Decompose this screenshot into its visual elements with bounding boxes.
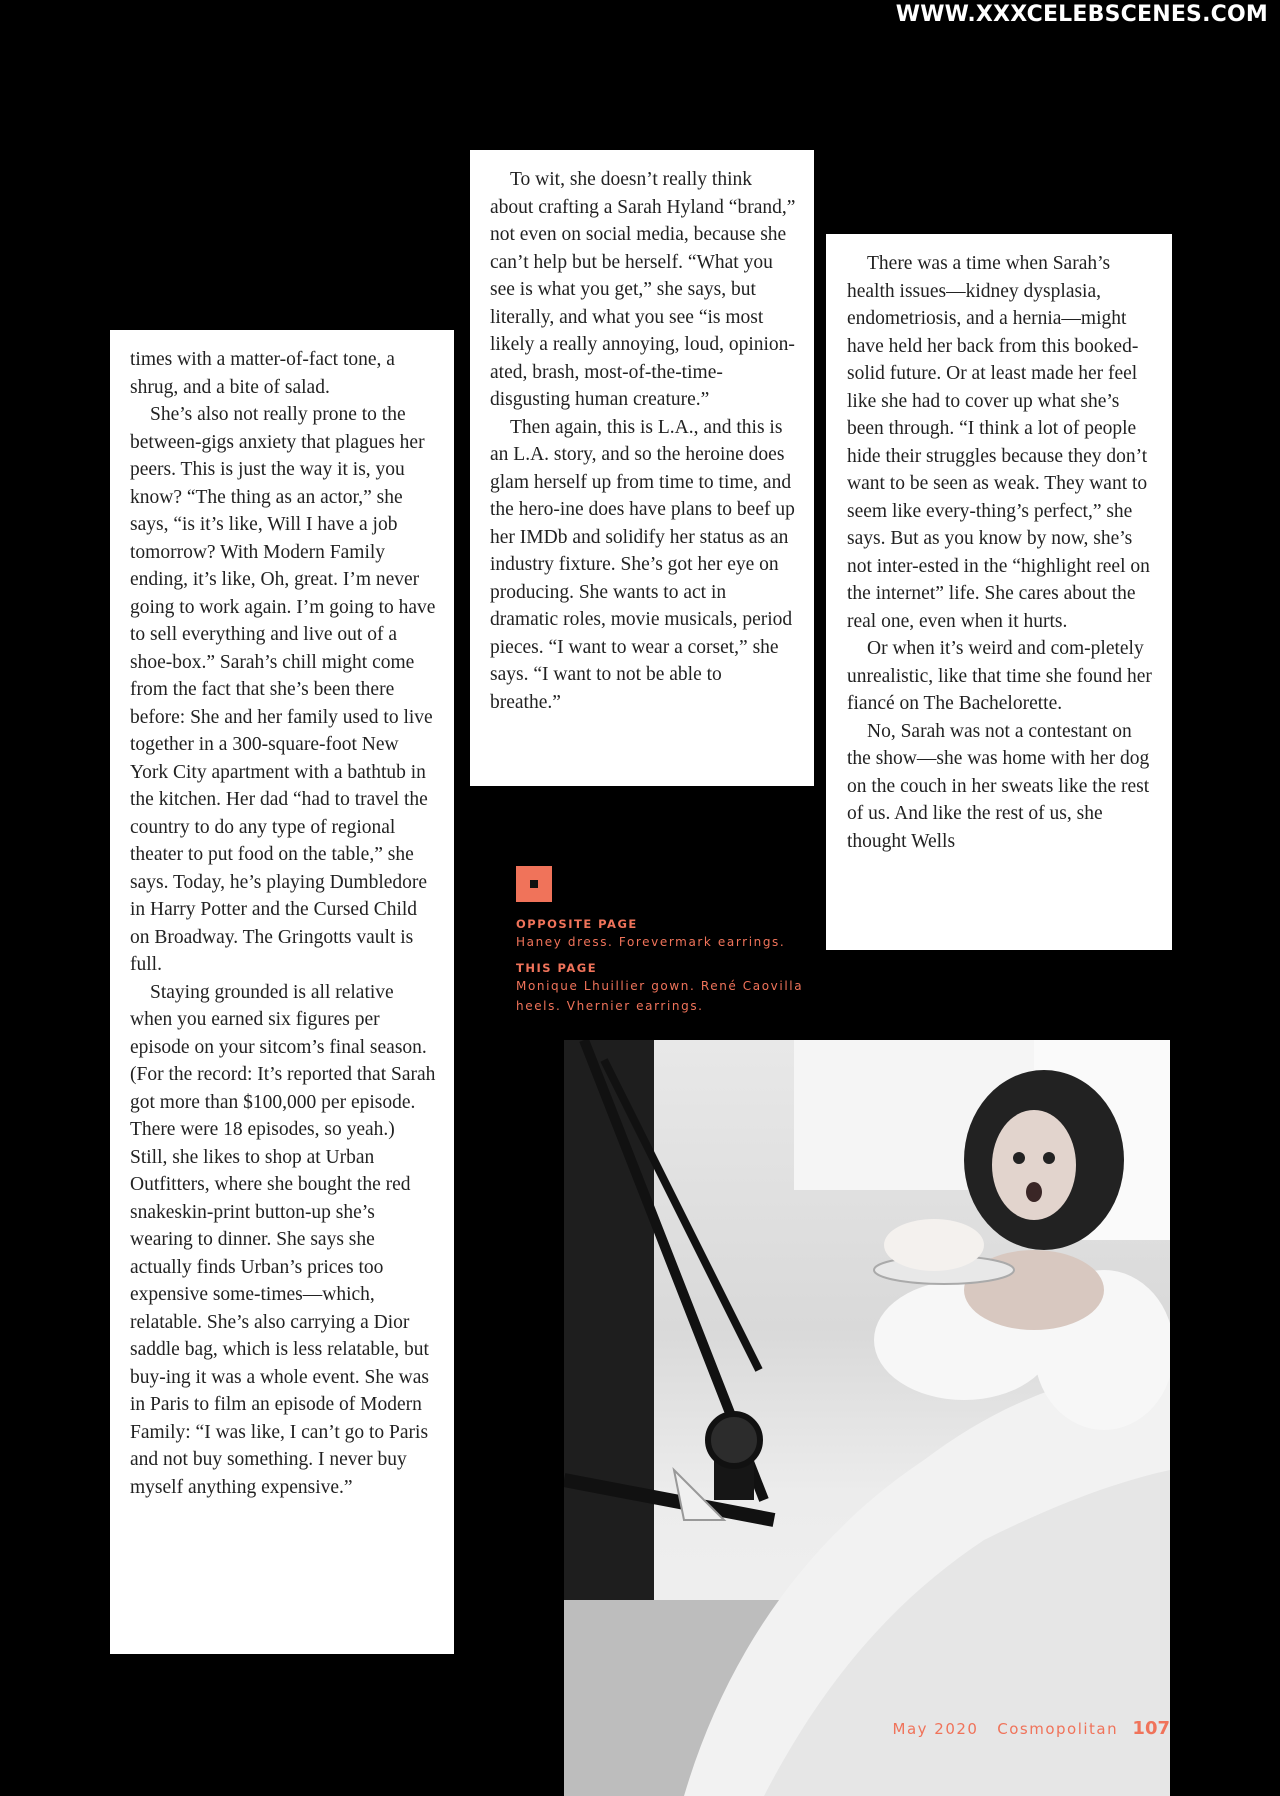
fashion-photo <box>564 1040 1170 1796</box>
paragraph: To wit, she doesn’t really think about crafting a Sarah Hyland “brand,” not even on social media, because she can’t help but be herself. “What you see is what you get,” she says, but literally, and what you see “is most likely a really annoying, loud, opinion-ated, brash, most-of-the-time-disgusting human creature.” <box>490 169 796 410</box>
paragraph: Or when it’s weird and com-pletely unrealistic, like that time she found her fiancé on The Bachelorette. <box>847 638 1152 714</box>
opposite-page-heading: OPPOSITE PAGE <box>516 917 638 931</box>
photo-credits <box>516 916 816 1016</box>
this-page-heading: THIS PAGE <box>516 961 598 975</box>
article-column-1 <box>110 330 454 1654</box>
watermark-text: WWW.XXXCELEBSCENES.COM <box>895 2 1268 27</box>
end-square-icon <box>516 866 552 902</box>
article-column-2 <box>470 150 814 786</box>
this-page-credit: Monique Lhuillier gown. René Caovilla heels. Vhernier earrings. <box>516 979 804 1013</box>
paragraph: She’s also not really prone to the between-gigs anxiety that plagues her peers. This is just the way it is, you know? “The thing as an actor,” she says, “is it’s like, Will I have a job tomorrow? With Modern Family ending, it’s like, Oh, great. I’m never going to work again. I’m going to have to sell everything and live out of a shoe-box.” Sarah’s chill might come from the fact that she’s been there before: She and her family used to live together in a 300-square-foot New York City apartment with a bathtub in the kitchen. Her dad “had to travel the country to do any type of regional theater to put food on the table,” she says. Today, he’s playing Dumbledore in Harry Potter and the Cursed Child on Broadway. The Gringotts vault is full. <box>130 404 436 975</box>
photo-illustration <box>564 1040 1170 1796</box>
page-folio <box>893 1718 1171 1739</box>
paragraph: Staying grounded is all relative when you earned six figures per episode on your sitcom’s final season. (For the record: It’s reported that Sarah got more than $100,000 per episode. There were 18 episodes, so yeah.) Still, she likes to shop at Urban Outfitters, where she bought the red snakeskin-print button-up she’s wearing to dinner. She says she actually finds Urban’s prices too expensive some-times—which, relatable. She’s also carrying a Dior saddle bag, which is less relatable, but buy-ing it was a whole event. She was in Paris to film an episode of Modern Family: “I was like, I can’t go to Paris and not buy something. I never buy myself anything expensive.” <box>130 981 436 1498</box>
paragraph: times with a matter-of-fact tone, a shrug, and a bite of salad. <box>130 349 395 398</box>
opposite-page-credit: Haney dress. Forevermark earrings. <box>516 935 786 949</box>
paragraph: Then again, this is L.A., and this is an L.A. story, and so the heroine does glam herself up from time to time, and the hero-ine does have plans to beef up her IMDb and solidify her status as an industry fixture. She’s got her eye on producing. She wants to act in dramatic roles, movie musicals, period pieces. “I want to wear a corset,” she says. “I want to not be able to breathe.” <box>490 416 795 713</box>
page-number: 107 <box>1132 1718 1170 1739</box>
folio-magazine: Cosmopolitan <box>997 1720 1119 1738</box>
article-column-3 <box>826 234 1172 950</box>
paragraph: There was a time when Sarah’s health issues—kidney dysplasia, endometriosis, and a hernia—might have held her back from this booked-solid future. Or at least made her feel like she had to cover up what she’s been through. “I think a lot of people hide their struggles because they don’t want to be seen as weak. They want to seem like every-thing’s perfect,” she says. But as you know by now, she’s not inter-ested in the “highlight reel on the internet” life. She cares about the real one, even when it hurts. <box>847 253 1150 632</box>
paragraph: No, Sarah was not a contestant on the show—she was home with her dog on the couch in her sweats like the rest of us. And like the rest of us, she thought Wells <box>847 720 1150 852</box>
folio-issue: May 2020 <box>892 1720 979 1738</box>
